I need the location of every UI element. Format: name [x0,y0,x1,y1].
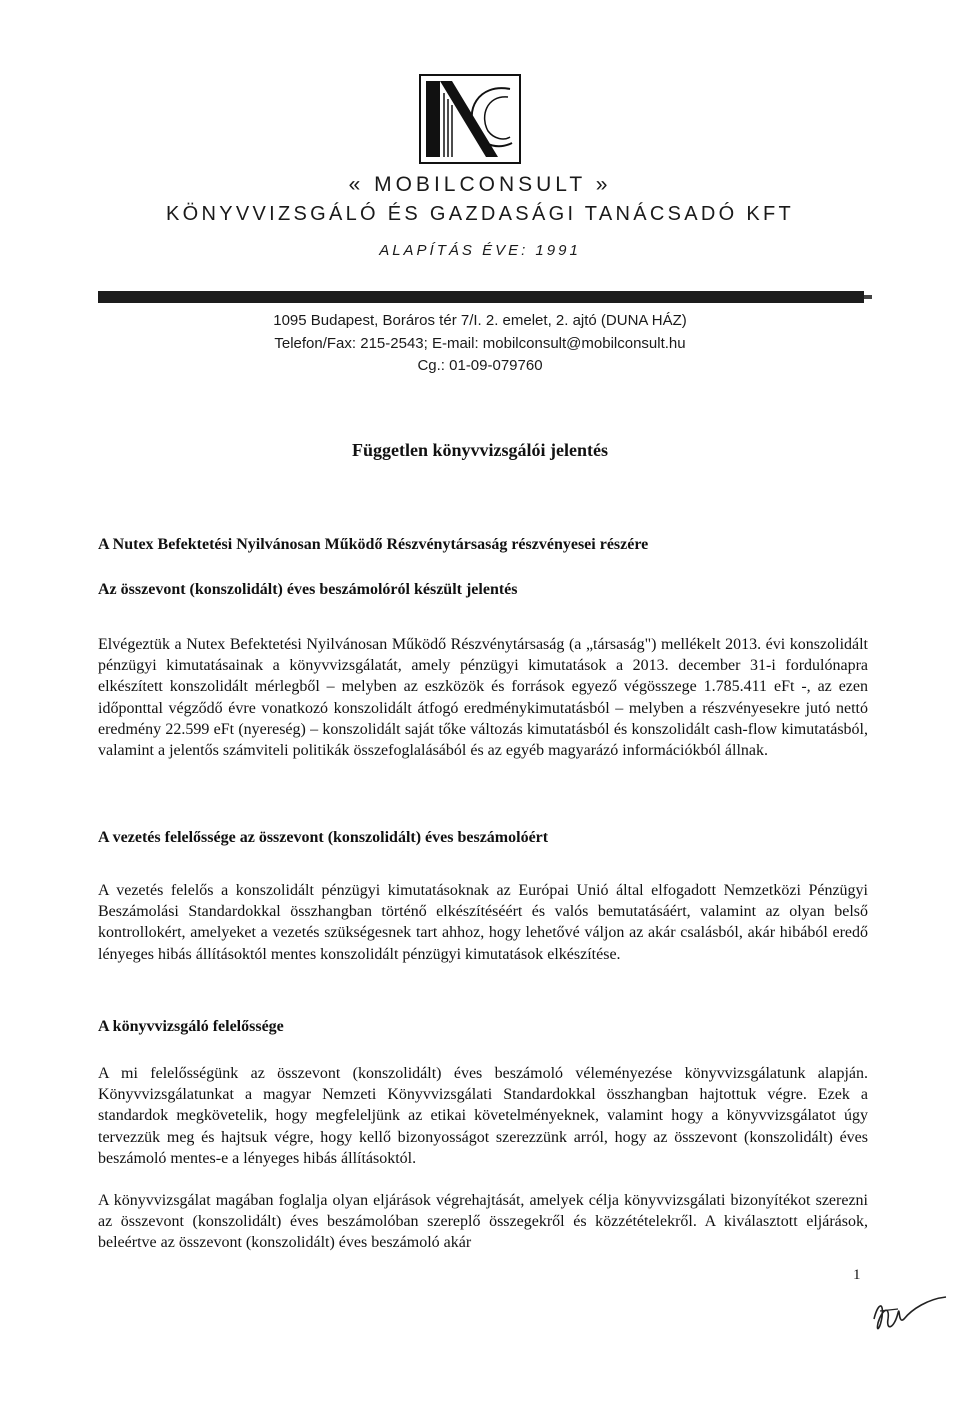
management-responsibility-paragraph: A vezetés felelős a konszolidált pénzügyi kimutatásoknak az Európai Unió által elfogadott Nemzetközi Pénzügyi Beszámolási Standardokkal összhangban történő elkészítéséért és valós bemutatásáért, valamint az olyan belső kontrollokért, amelyeket a vezetés szükségesnek tart ahhoz, hogy lehetővé váljon az akár csalásból, akár hibából eredő lényeges hibás állításoktól mentes konszolidált pénzügyi kimutatások elkészítése. [98,882,868,963]
document-title: Független könyvvizsgálói jelentés [352,440,608,460]
company-subtitle: KÖNYVVIZSGÁLÓ ÉS GAZDASÁGI TANÁCSADÓ KFT [165,203,795,225]
header-divider-tail [864,295,872,299]
founded-line: ALAPÍTÁS ÉVE: 1991 [379,242,581,259]
audit-procedures-paragraph: A könyvvizsgálat magában foglalja olyan eljárások végrehajtását, amelyek célja könyvvizsgálati bizonyítékot szerezni az összevont (konszolidált) éves beszámolóban szereplő összegekről és közzétételekről. A kiválasztott eljárások, beleértve az összevont (konszolidált) éves beszámoló akár [98,1192,868,1252]
report-heading: Az összevont (konszolidált) éves beszámolóról készült jelentés [98,581,518,598]
auditor-responsibility-heading: A könyvvizsgáló felelőssége [98,1018,284,1035]
company-logo-icon [418,73,522,165]
header-divider [98,291,864,303]
contact-line: Telefon/Fax: 215-2543; E-mail: mobilconsult@mobilconsult.hu [274,335,686,352]
address-line: 1095 Budapest, Boráros tér 7/I. 2. emelet, 2. ajtó (DUNA HÁZ) [273,312,687,329]
management-responsibility-heading: A vezetés felelőssége az összevont (konszolidált) éves beszámolóért [98,829,549,846]
company-name: « MOBILCONSULT » [348,173,612,196]
page-number: 1 [853,1267,861,1283]
auditor-responsibility-paragraph: A mi felelősségünk az összevont (konszolidált) éves beszámoló véleményezése könyvvizsgálatunk alapján. Könyvvizsgálatunkat a magyar Nemzeti Könyvvizsgálati Standardokkal összhangban hajtottuk végre. Ezek a standardok megkövetelik, hogy megfeleljünk az etikai követelményeknek, valamint hogy a könyvvizsgálatot úgy tervezzük meg és hajtsuk végre, hogy kellő bizonyosságot szerezzünk arról, hogy az összevont (konszolidált) éves beszámoló mentes-e a lényeges hibás állításoktól. [98,1065,868,1167]
registry-line: Cg.: 01-09-079760 [417,357,543,374]
addressee-heading: A Nutex Befektetési Nyilvánosan Működő Részvénytársaság részvényesei részére [98,536,649,553]
intro-paragraph: Elvégeztük a Nutex Befektetési Nyilvánosan Működő Részvénytársaság (a „társaság") mellékelt 2013. évi konszolidált pénzügyi kimutatásainak a könyvvizsgálatát, amely pénzügyi kimutatások a 2013. december 31-i fordulónapra elkészített konszolidált mérlegből – melyben az eszközök és források egyező végösszege 1.785.411 eFt -, az ezen időponttal végződő évre vonatkozó konszolidált átfogó eredménykimutatásból – melyben a részvényesekre jutó nettó eredmény 22.599 eFt (nyereség) – konszolidált saját tőke változás kimutatásból és konszolidált cash-flow kimutatásból, valamint a jelentős számviteli politikák összefoglalásából és az egyéb magyarázó információkból állnak. [98,636,868,760]
signature-icon [868,1289,948,1337]
